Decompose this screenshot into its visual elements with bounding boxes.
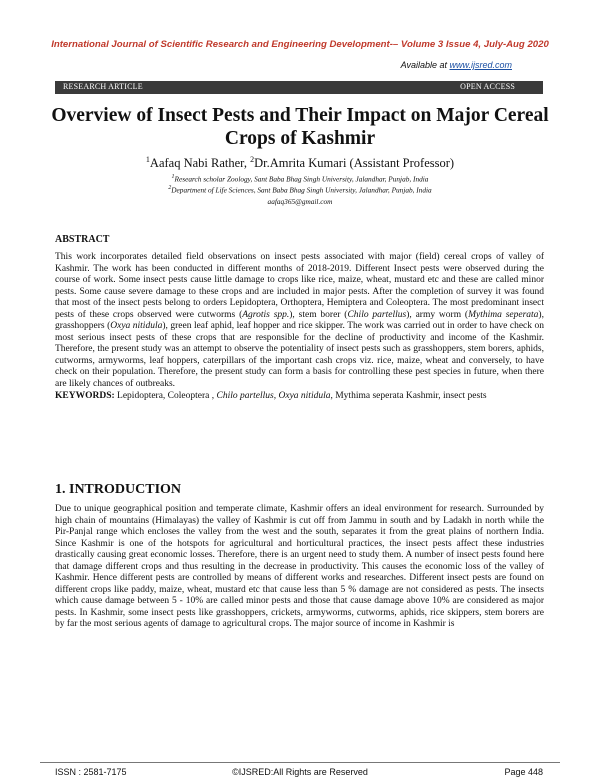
abstract-italic-1: Agrotis spp. bbox=[242, 309, 290, 320]
keywords-label: KEYWORDS: bbox=[55, 390, 115, 401]
introduction-body bbox=[55, 504, 544, 631]
author2-sup: 2 bbox=[250, 155, 255, 164]
author2-name: Dr.Amrita Kumari (Assistant Professor) bbox=[254, 156, 455, 171]
affiliation-1-sup: 1 bbox=[171, 174, 175, 180]
abstract-text-2: ), stem borer ( bbox=[289, 309, 348, 320]
availability-line bbox=[401, 60, 512, 70]
abstract-text-5: ), green leaf aphid, leaf hopper and rice skipper. The work was carried out in order to have check on most serious insect pests of these crops that are responsible for the decline of productivity and income of the Kashmir. Therefore, the present study was an attempt to observe the potentiality of insect pests such as grasshoppers, stem borers, aphids, cutworms, armyworms, leaf hoppers, caterpillars of the important cash crops viz. rice, maize, wheat and conversely, to have check on their population. Therefore, the present study can form a basis for controlling these pest species in future, when there are likely chances of outbreaks. bbox=[55, 321, 545, 390]
journal-header: International Journal of Scientific Research and Engineering Development-– Volume 3 Issue 4, July-Aug 2020 bbox=[51, 39, 549, 50]
affiliation-2 bbox=[0, 185, 600, 194]
affiliation-1-text: Research scholar Zoology, Sant Baba Bhag Singh University, Jalandhar, Punjab, India bbox=[174, 174, 429, 184]
author1-sup: 1 bbox=[145, 155, 150, 164]
abstract-italic-3: Mythima seperata bbox=[468, 309, 539, 320]
keywords-paragraph bbox=[55, 391, 544, 403]
footer-rights: ©IJSRED:All Rights are Reserved bbox=[232, 767, 368, 777]
paper-title: Overview of Insect Pests and Their Impact on Major Cereal Crops of Kashmir bbox=[51, 105, 549, 149]
keywords-text-2: , Mythima seperata Kashmir, insect pests bbox=[330, 390, 487, 401]
affiliation-2-sup: 2 bbox=[168, 185, 172, 191]
footer-page-number: Page 448 bbox=[504, 767, 543, 777]
research-article-label: RESEARCH ARTICLE bbox=[63, 82, 143, 91]
affiliation-2-text: Department of Life Sciences, Sant Baba Bhag Singh University, Jalandhar, Punjab, India bbox=[171, 185, 432, 195]
abstract-heading: ABSTRACT bbox=[55, 234, 110, 245]
introduction-paragraph: Due to unique geographical position and temperate climate, Kashmir offers an ideal environment for research. Surrounded by high chain of mountains (Himalayas) the valley of Kashmir is cut off from Jammu in south and by Ladakh in north while the Pir-Panjal range which encloses the valley from the west and the south, separates it from the great plains of northern India. Since Kashmir is one of the hotspots for agricultural and horticultural practices, the insect pests affect these industries drastically causing great economic losses. Therefore, there is an urgent need to study them. A number of insect pests found here that damage different crops and thus resulting in the decrease in productivity. This causes the economic loss of the valley of Kashmir. Hence different pests are controlled by means of different works and researches. Different insect pests are found on different crops like paddy, maize, wheat, mustard etc that cause less than 5 % damage are not considered as pests. The insects which cause damage between 5 - 10% are called minor pests and those that cause damage above 10% are considered as major pests. In Kashmir, some insect pests like grasshoppers, crickets, armyworms, cutworms, aphids, rice skippers, stem borers are by far the most serious agents of damage to agricultural crops. The major source of income in Kashmir is bbox=[55, 504, 544, 630]
keywords-text-1: Lepidoptera, Coleoptera , bbox=[114, 390, 217, 401]
author-line bbox=[0, 155, 600, 171]
introduction-heading: 1. INTRODUCTION bbox=[55, 482, 182, 497]
journal-website-link[interactable]: www.ijsred.com bbox=[449, 60, 512, 70]
author1-name: Aafaq Nabi Rather, bbox=[149, 156, 251, 171]
article-type-bar bbox=[55, 81, 543, 94]
author-email: aafaq365@gmail.com bbox=[267, 197, 333, 206]
abstract-text-3: ), army worm ( bbox=[406, 309, 469, 320]
abstract-body bbox=[55, 252, 544, 402]
open-access-label: OPEN ACCESS bbox=[460, 82, 515, 91]
abstract-text-1: This work incorporates detailed field observations on insect pests associated with major (field) cereal crops of valley of Kashmir. The work has been conducted in different months of 2018-2019. Different Insect pests were observed during the course of work. Some insect pests cause little damage to crops like rice, maize, wheat, mustard etc and these are called minor pests. Some cause severe damage to these crops and are included in major pests. After the completion of survey it was found that most of the insect pests belong to orders Lepidoptera, Orthoptera, Hemiptera and Coleoptera. The most predominant insect pests of these crops observed were cutworms ( bbox=[55, 252, 544, 320]
footer-rule bbox=[40, 762, 560, 763]
available-prefix: Available at bbox=[400, 60, 450, 70]
footer-issn: ISSN : 2581-7175 bbox=[55, 767, 127, 777]
keywords-italic: Chilo partellus, Oxya nitidula bbox=[216, 390, 331, 401]
affiliation-1 bbox=[0, 174, 600, 183]
abstract-text-4: ), grasshoppers ( bbox=[55, 309, 544, 332]
abstract-italic-2: Chilo partellus bbox=[347, 309, 407, 320]
abstract-paragraph bbox=[55, 252, 544, 391]
abstract-italic-4: Oxya nitidula bbox=[110, 321, 163, 332]
